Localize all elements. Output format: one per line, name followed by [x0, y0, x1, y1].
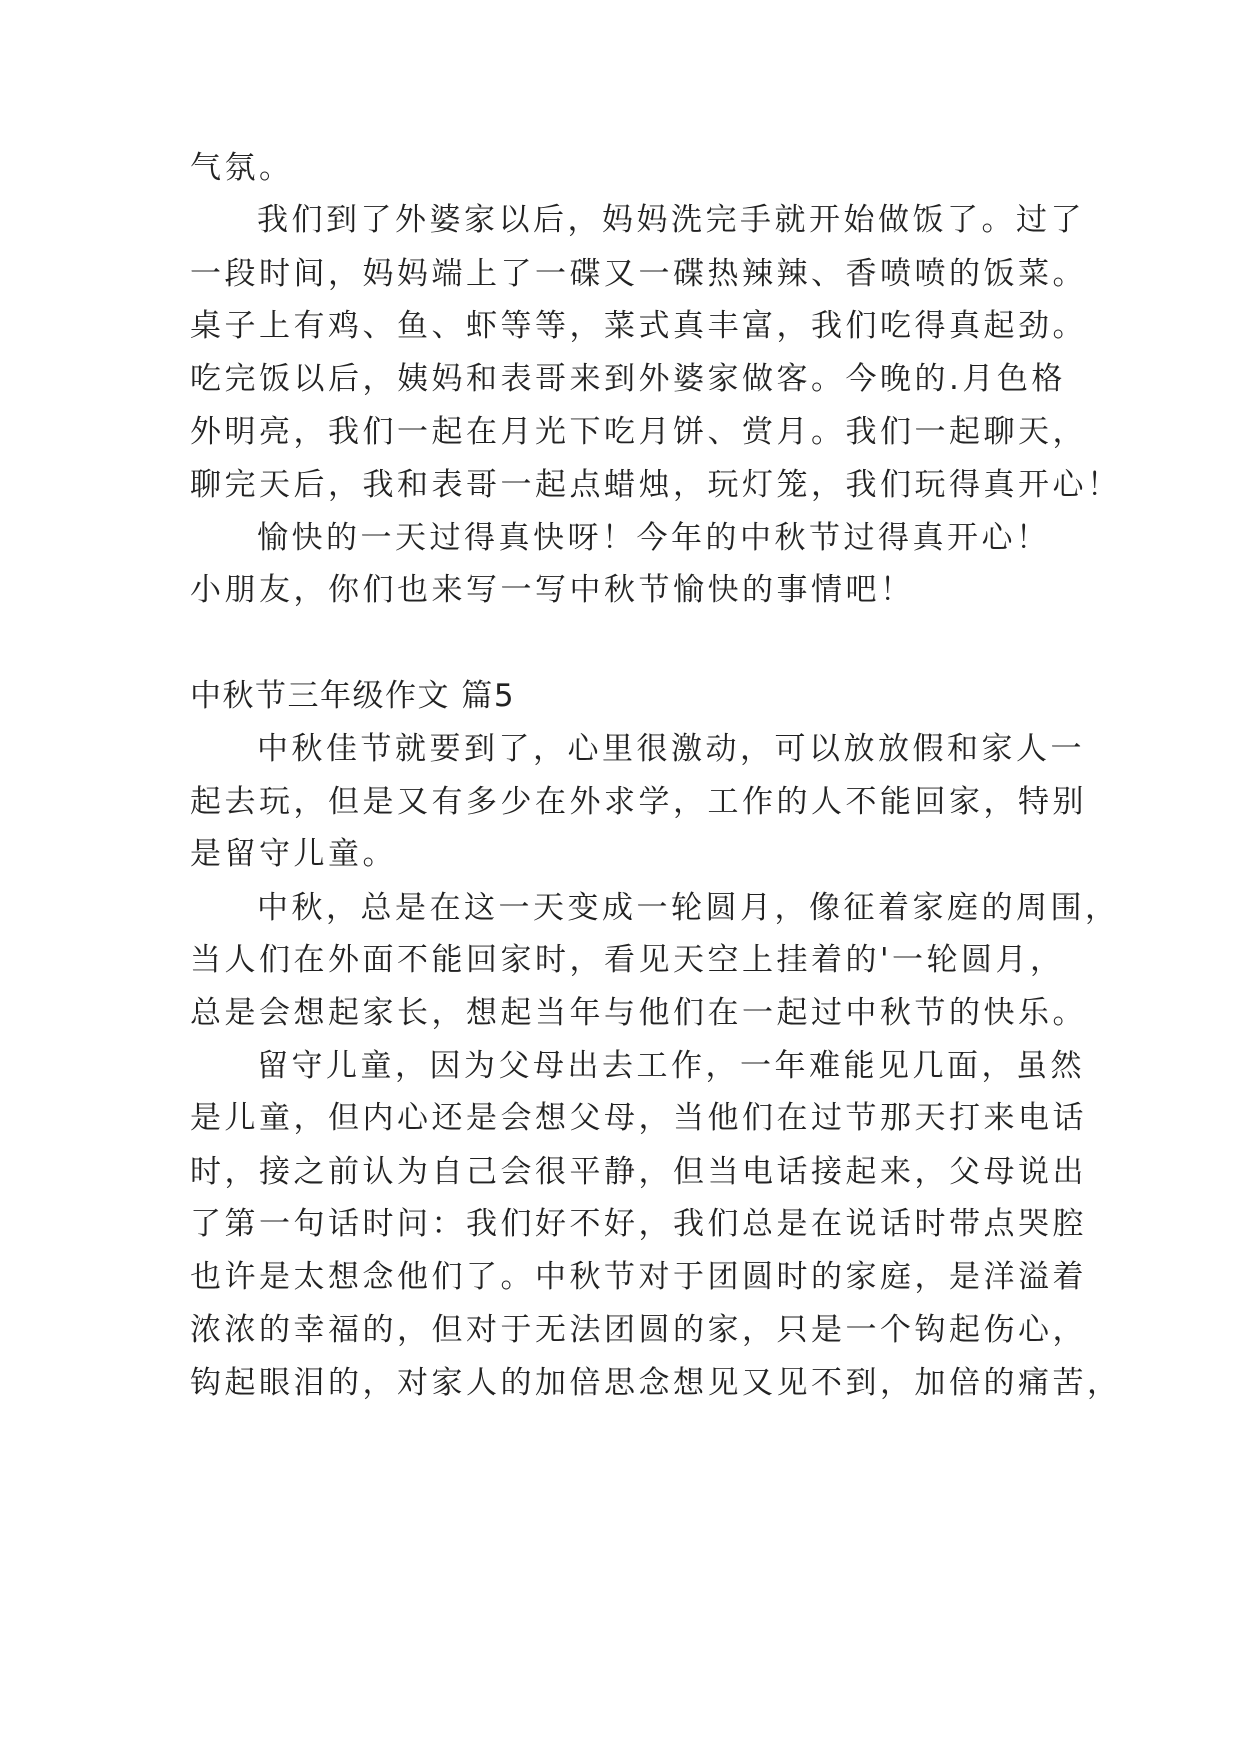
text-line: 小朋友，你们也来写一写中秋节愉快的事情吧！ — [190, 572, 915, 608]
text-line: 时，接之前认为自己会很平静，但当电话接起来，父母说出 — [190, 1154, 1087, 1190]
text-line: 是留守儿童。 — [190, 836, 397, 872]
text-line: 是儿童，但内心还是会想父母，当他们在过节那天打来电话 — [190, 1100, 1087, 1136]
paragraph-first-line: 留守儿童，因为父母出去工作，一年难能见几面，虽然 — [257, 1048, 1085, 1084]
text-line: 也许是太想念他们了。中秋节对于团圆时的家庭，是洋溢着 — [190, 1259, 1087, 1295]
text-line: 当人们在外面不能回家时，看见天空上挂着的'一轮圆月， — [190, 942, 1065, 978]
text-line: 外明亮，我们一起在月光下吃月饼、赏月。我们一起聊天， — [190, 414, 1087, 450]
text-line: 钩起眼泪的，对家人的加倍思念想见又见不到，加倍的痛苦， — [190, 1365, 1122, 1401]
section-heading: 中秋节三年级作文 篇5 — [190, 678, 516, 714]
text-line: 一段时间，妈妈端上了一碟又一碟热辣辣、香喷喷的饭菜。 — [190, 256, 1087, 292]
text-line: 起去玩，但是又有多少在外求学，工作的人不能回家，特别 — [190, 784, 1087, 820]
text-line: 吃完饭以后，姨妈和表哥来到外婆家做客。今晚的.月色格 — [190, 361, 1066, 397]
paragraph-first-line: 中秋，总是在这一天变成一轮圆月，像征着家庭的周围， — [257, 890, 1120, 926]
text-line: 浓浓的幸福的，但对于无法团圆的家，只是一个钩起伤心， — [190, 1312, 1087, 1348]
text-line: 气氛。 — [190, 150, 294, 186]
paragraph-first-line: 我们到了外婆家以后，妈妈洗完手就开始做饭了。过了 — [257, 202, 1085, 238]
text-line: 总是会想起家长，想起当年与他们在一起过中秋节的快乐。 — [190, 995, 1087, 1031]
text-line: 了第一句话时问：我们好不好，我们总是在说话时带点哭腔 — [190, 1206, 1087, 1242]
text-line: 聊完天后，我和表哥一起点蜡烛，玩灯笼，我们玩得真开心！ — [190, 467, 1122, 503]
paragraph-first-line: 愉快的一天过得真快呀！今年的中秋节过得真开心！ — [257, 520, 1051, 556]
text-line: 桌子上有鸡、鱼、虾等等，菜式真丰富，我们吃得真起劲。 — [190, 308, 1087, 344]
paragraph-first-line: 中秋佳节就要到了，心里很激动，可以放放假和家人一 — [257, 731, 1085, 767]
